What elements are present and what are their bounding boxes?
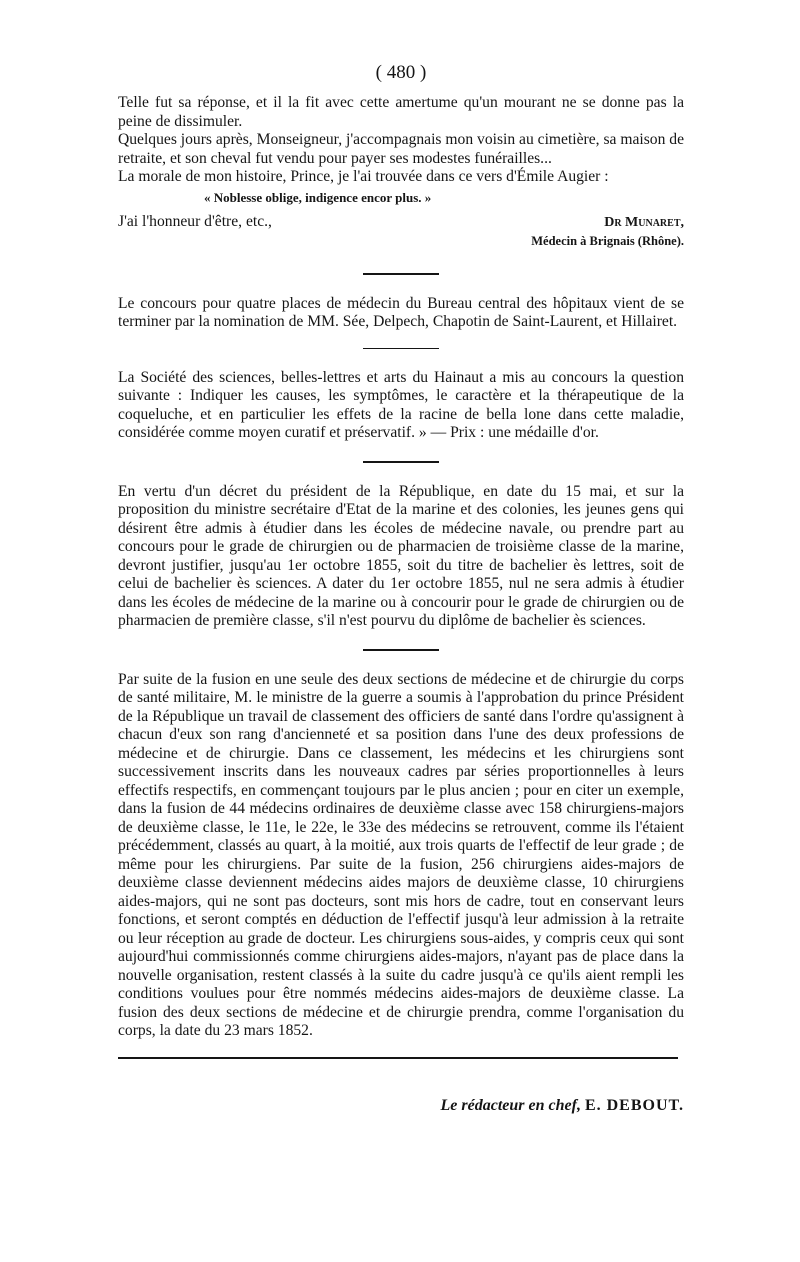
paragraph-7: Par suite de la fusion en une seule des deux sections de médecine et de chirurgie du corps de santé militaire, M. le ministre de la guerre a soumis à l'approbation du prince Président de la République un travail de classement des officiers de santé dans l'ordre qu'assignent à chacun d'eux son rang d'ancienneté et sa position dans l'une des deux professions de médecine et de chirurgie. Dans ce classement, les médecins et les chirurgiens sont successivement inscrits dans les nouveaux cadres par séries proportionnelles à leurs effectifs respectifs, en commençant toujours par le plus ancien ; pour en citer un exemple, dans la fusion de 44 médecins ordinaires de deuxième classe avec 158 chirurgiens-majors de deuxième classe, le 11e, le 22e, le 33e des médecins se retrouvent, comme ils l'étaient précédemment, classés au quart, à la moitié, aux trois quarts de l'effectif de leur grade ; de même pour les chirurgiens. Par suite de la fusion, 256 chirurgiens aides-majors de deuxième classe deviennent médecins aides majors de deuxième classe, 10 chirurgiens aides-majors, qui ne sont pas docteurs, sont mis hors de cadre, tout en conservant leurs fonctions, et seront comptés en déduction de l'effectif jusqu'à leur admission à la retraite ou leur réception au grade de docteur. Les chirurgiens sous-aides, y compris ceux qui sont aujourd'hui commissionnés comme chirurgiens aides-majors, n'ayant pas de place dans la nouvelle organisation, restent classés à la suite du cadre jusqu'à ce qu'ils aient rempli les conditions voulues pour être nommés médecins aides-majors de deuxième classe. La fusion des deux sections de médecine et de chirurgie prendra, comme l'organisation du corps, la date du 23 mars 1852. <box>118 670 684 1039</box>
separator-rule <box>363 461 439 463</box>
editor-signature <box>441 1097 684 1115</box>
separator-rule <box>363 348 439 349</box>
signer-role: Médecin à Brignais (Rhône). <box>531 233 684 248</box>
paragraph-6: En vertu d'un décret du président de la République, en date du 15 mai, et sur la proposition du ministre secrétaire d'Etat de la marine et des colonies, les jeunes gens qui désirent être admis à étudier dans les écoles de médecine navale, ou prendre part au concours pour le grade de chirurgien ou de pharmacien de troisième classe de la marine, devront justifier, jusqu'au 1er octobre 1855, soit du titre de bachelier ès lettres, soit de celui de bachelier ès sciences. A dater du 1er octobre 1855, nul ne sera admis à étudier dans les écoles de médecine de la marine ou à concourir pour le grade de chirurgien ou de pharmacien de première classe, s'il n'est pourvu du diplôme de bachelier ès sciences. <box>118 482 684 629</box>
signer <box>531 213 684 251</box>
paragraph-4: Le concours pour quatre places de médecin du Bureau central des hôpitaux vient de se terminer par la nomination de MM. Sée, Delpech, Chapotin de Saint-Laurent, et Hillairet. <box>118 294 684 330</box>
signature-block <box>118 213 684 255</box>
separator-rule <box>363 273 439 275</box>
signer-name: Dr Munaret, <box>604 214 684 230</box>
separator-rule <box>363 649 439 651</box>
paragraph-1: Telle fut sa réponse, et il la fit avec cette amertume qu'un mourant ne se donne pas la peine de dissimuler. <box>118 94 684 130</box>
paragraph-2: Quelques jours après, Monseigneur, j'accompagnais mon voisin au cimetière, sa maison de retraite, et son cheval fut vendu pour payer ses modestes funérailles... <box>118 131 685 167</box>
quotation: « Noblesse oblige, indigence encor plus. » <box>204 189 432 205</box>
bottom-rule <box>118 1057 678 1059</box>
page-body <box>118 60 685 1114</box>
editor-label: Le rédacteur en chef, <box>440 1096 581 1114</box>
closing-formula: J'ai l'honneur d'être, etc., <box>118 212 272 230</box>
paragraph-3: La morale de mon histoire, Prince, je l'ai trouvée dans ce vers d'Émile Augier : <box>118 168 609 185</box>
page-number: ( 480 ) <box>375 62 427 83</box>
paragraph-5: La Société des sciences, belles-lettres et arts du Hainaut a mis au concours la question suivante : Indiquer les causes, les symptômes, le caractère et la thérapeutique de la coqueluche, et en particulier les effets de la racine de bella lone dans cette maladie, considérée comme moyen curatif et préservatif. » — Prix : une médaille d'or. <box>118 368 684 441</box>
editor-name: E. DEBOUT. <box>584 1096 684 1114</box>
